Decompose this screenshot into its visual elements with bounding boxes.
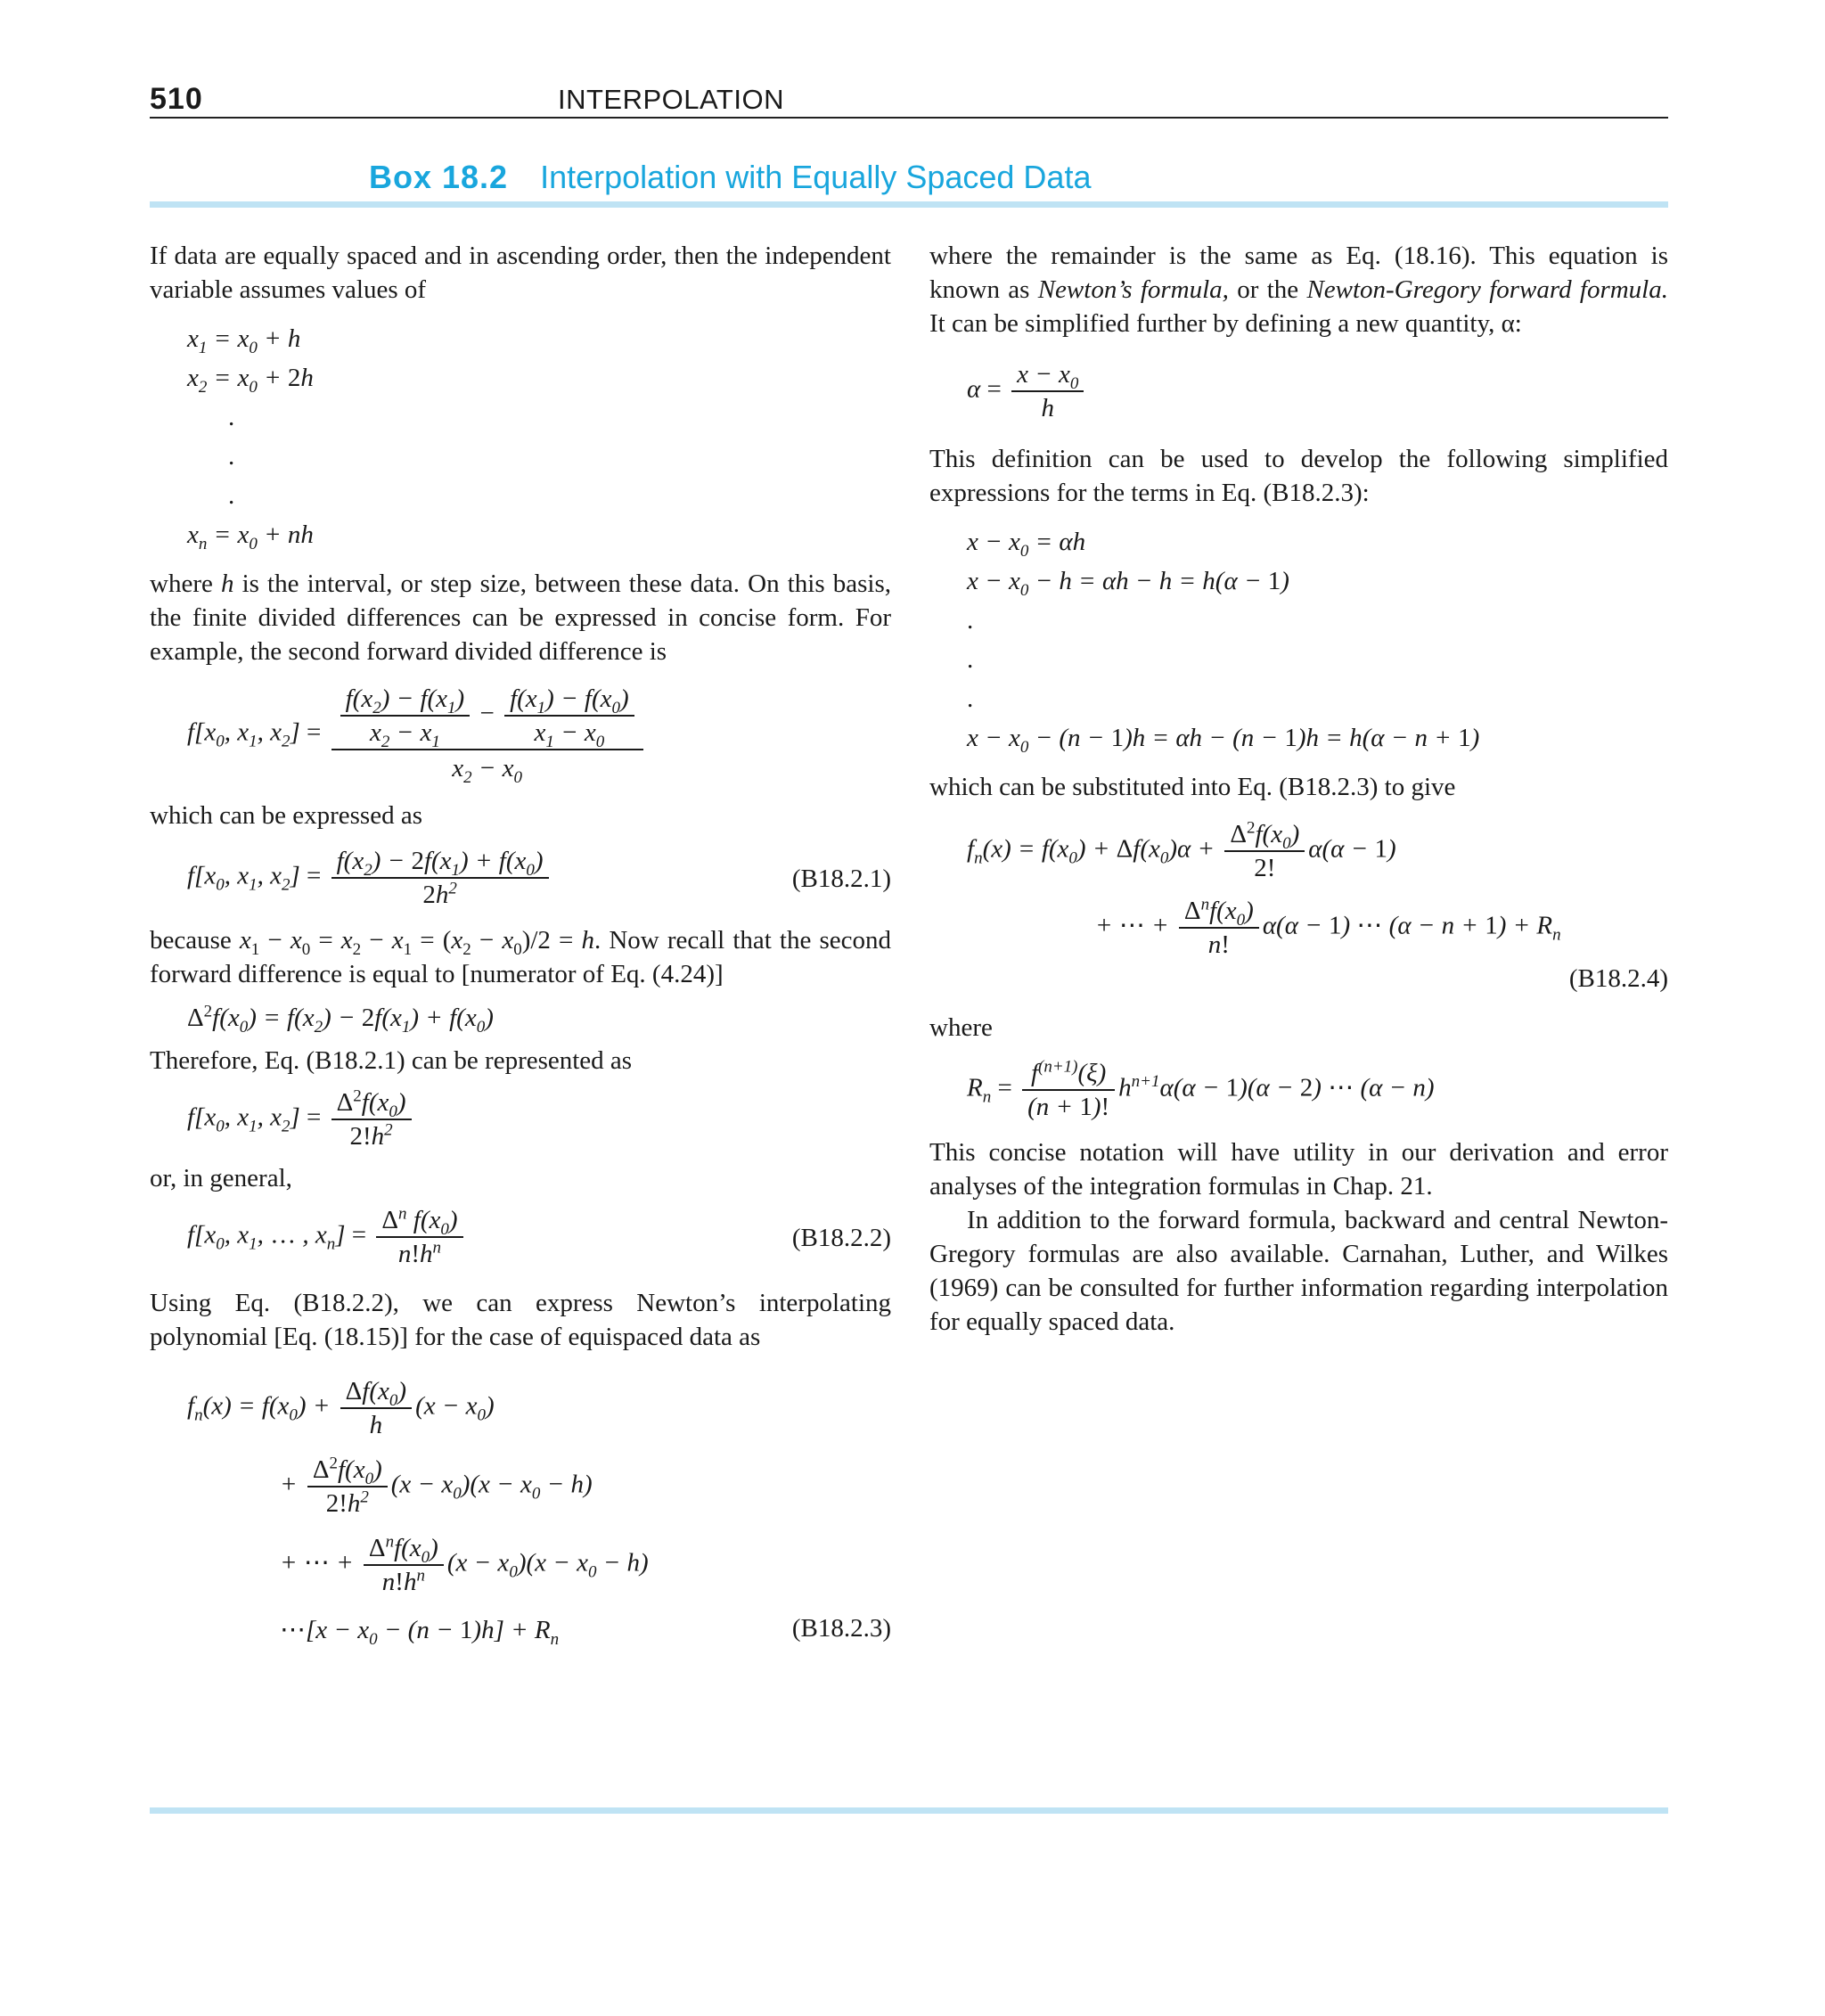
equation-alpha-terms: $x - x_0 = \alpha h$ $x - x_0 - h = \alpha h - h = h(\alpha - 1)$ . . . $x - x_0 - (n - 1)h = \alpha h - (n - 1)h = h(\alpha - n + 1)$ [967, 528, 1480, 757]
paragraph: where h is the interval, or step size, between these data. On this basis, the finite divided differences can be expressed in concise form. For example, the second forward divided difference is [150, 570, 891, 666]
header-rule [150, 117, 1668, 119]
box-label: Box 18.2 [369, 159, 509, 195]
paragraph: where [929, 1013, 993, 1042]
paragraph: This concise notation will have utility in our derivation and error analyses of the integration formulas in Chap. 21. [929, 1138, 1668, 1201]
box-bottom-rule [150, 1807, 1668, 1814]
paragraph: or, in general, [150, 1164, 292, 1192]
equation-remainder: $R_n$ = $\frac{f^{(n+1)}(\xi)}{(n + 1)!}$ $h^{n+1}\alpha(\alpha - 1)(\alpha - 2)$ ⋯ (α − n) [967, 1057, 1435, 1121]
equation-number: (B18.2.2) [791, 1224, 891, 1252]
equation-alpha-definition: α = $\frac{x - x_0}{h}$ [929, 358, 1668, 424]
equation-number: (B18.2.3) [791, 1614, 891, 1643]
box-heading [369, 159, 1091, 196]
box-title: Interpolation with Equally Spaced Data [540, 159, 1092, 195]
paragraph: Using Eq. (B18.2.2), we can express Newton’s interpolating polynomial [Eq. (18.15)] for the case of equispaced data as [150, 1289, 891, 1351]
right-column [929, 239, 1668, 1339]
paragraph: because $x_1 - x_0 = x_2 - x_1 = (x_2 - x_0)/2 = h$. Now recall that the second forward difference is equal to [numerator of Eq. (4.24)] [150, 926, 891, 988]
paragraph: Therefore, Eq. (B18.2.1) can be represented as [150, 1046, 633, 1075]
page-number: 510 [150, 82, 203, 116]
left-column [150, 239, 891, 1649]
equation-b18-2-3: $f_n(x) = f(x_0)$ + $\frac{\Delta f(x_0)}{h}$ $(x - x_0)$ + $\frac{\Delta^2f(x_0)}{2!h^2}$ $(x - x_0)(x - x_0 - h)$ + ⋯ + $\frac{\Delta^nf(x_0)}{n!h^n}$ $(x - x_0)(x - x_0 - h)$ ⋯[x − $x_0 - (n - 1)h] + R_n$ (B18.2.3) [187, 1377, 891, 1649]
equation-second-divided-difference: $f[x_0$, $x_1$, $x_2$] = $\frac{f(x_2) - f(x_1)}{x_2 - x_1}$ − $\frac{f(x_1) - f(x_0)}{x_1 - x_0}$ $x_2 - x_0$ [150, 683, 891, 786]
paragraph: If data are equally spaced and in ascending order, then the independent variable assumes values of [150, 242, 891, 304]
paragraph: In addition to the forward formula, backward and central Newton-Gregory formulas are also available. Carnahan, Luther, and Wilkes (1969) can be consulted for further information regarding interpolation for equally spaced data. [929, 1206, 1668, 1336]
equation-number: (B18.2.4) [1568, 964, 1668, 993]
paragraph: which can be substituted into Eq. (B18.2.3) to give [929, 773, 1456, 801]
equation-b18-2-1: $f[x_0$, $x_1$, $x_2$] = $\frac{f(x_2) - 2f(x_1) + f(x_0)}{2h^2}$ (B18.2.1) [187, 847, 891, 909]
equation-number: (B18.2.1) [791, 865, 891, 893]
equation-second-forward-difference: $\Delta^2f(x_0) = f(x_2) - 2f(x_1) + f(x_0)$ [187, 1002, 494, 1037]
paragraph: This definition can be used to develop the following simplified expressions for the terms in Eq. (B18.2.3): [929, 445, 1668, 507]
chapter-title: INTERPOLATION [558, 84, 784, 115]
paragraph: which can be expressed as [150, 801, 422, 830]
equation-b18-2-2: $f[x_0$, $x_1$, … , $x_n$] = $\frac{\Delta^n f(x_0)}{n!h^n}$ (B18.2.2) [187, 1204, 891, 1268]
box-top-rule [150, 201, 1668, 208]
equation-b18-2-4: $f_n(x) = f(x_0) + \Delta f(x_0)\alpha$ + $\frac{\Delta^2f(x_0)}{2!}$ α(α − 1) + ⋯ + $\frac{\Delta^nf(x_0)}{n!}$ α(α − 1) ⋯ $(\alpha - n + 1) + R_n$ (B18.2.4) [967, 818, 1668, 993]
equation-divided-as-forward: $f[x_0$, $x_1$, $x_2$] = $\frac{\Delta^2f(x_0)}{2!h^2}$ [150, 1086, 891, 1152]
equation-x-values: $x_1 = x_0 + h$ $x_2 = x_0 + 2h$ . . . $x_n = x_0$ + nh [187, 324, 314, 553]
paragraph: where the remainder is the same as Eq. (18.16). This equation is known as Newton’s formula, or the Newton-Gregory forward formula. It can be simplified further by defining a new quantity, α: [929, 242, 1668, 338]
